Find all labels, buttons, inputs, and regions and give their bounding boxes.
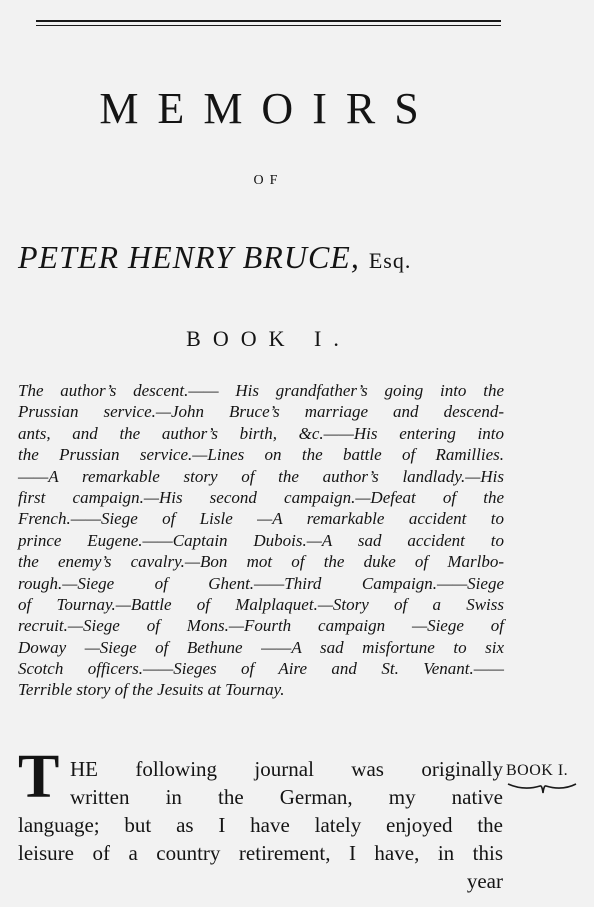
book-heading: BOOK I. [186,326,351,351]
author-name: PETER HENRY BRUCE, [18,239,360,275]
contents-line: Doway —Siege of Bethune ——A sad misfortune to six [18,637,504,657]
margin-note: BOOK I. [506,762,569,779]
contents-line: rough.—Siege of Ghent.——Third Campaign.——Siege [18,573,504,593]
margin-brace-icon [506,780,578,796]
contents-line: Scotch officers.——Sieges of Aire and St. Venant.—— [18,659,504,679]
contents-line: Terrible story of the Jesuits at Tournay. [18,680,285,700]
author-line [18,237,518,281]
body-line: leisure of a country retirement, I have, in this [18,841,503,865]
body-line: written in the German, my native [70,785,503,809]
author-suffix: Esq. [368,248,412,273]
contents-line: French.——Siege of Lisle —A remarkable accident to [18,509,504,529]
body-line: HE following journal was originally [70,757,503,781]
title-of: OF [253,173,284,188]
chapter-contents [18,380,504,701]
body-text [18,755,503,895]
contents-line: recruit.—Siege of Mons.—Fourth campaign —Siege of [18,616,504,636]
contents-line: Prussian service.—John Bruce’s marriage and descend- [18,402,504,422]
drop-cap: T [18,743,60,811]
contents-line: first campaign.—His second campaign.—Defeat of the [18,487,504,507]
contents-line: ——A remarkable story of the author’s landlady.—His [18,466,504,486]
contents-line: of Tournay.—Battle of Malplaquet.—Story of a Swiss [18,594,504,614]
contents-line: The author’s descent.—— His grandfather’s going into the [18,381,504,400]
contents-line: prince Eugene.——Captain Dubois.—A sad accident to [18,530,504,550]
contents-line: the Prussian service.—Lines on the battle of Ramillies. [18,445,504,465]
top-rule [36,20,501,22]
contents-line: ants, and the author’s birth, &c.——His entering into [18,423,504,443]
top-rule-thin [36,25,501,26]
contents-line: the enemy’s cavalry.—Bon mot of the duke of Marlbo- [18,552,504,572]
body-line: language; but as I have lately enjoyed the [18,813,503,837]
body-line: year [466,869,503,893]
page-title: MEMOIRS [99,84,438,133]
